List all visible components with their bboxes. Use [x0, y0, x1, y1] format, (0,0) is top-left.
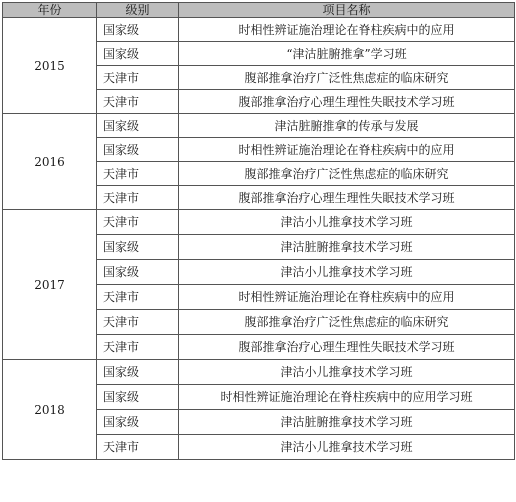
- name-cell: 腹部推拿治疗心理生理性失眠技术学习班: [179, 186, 515, 210]
- name-cell: 时相性辨证施治理论在脊柱疾病中的应用: [179, 138, 515, 162]
- level-cell: 国家级: [97, 360, 179, 385]
- level-cell: 天津市: [97, 435, 179, 460]
- header-row: [3, 3, 515, 18]
- table-row: [3, 360, 515, 385]
- name-cell: 津沽小儿推拿技术学习班: [179, 360, 515, 385]
- name-cell: 津沽小儿推拿技术学习班: [179, 260, 515, 285]
- table-row: [3, 18, 515, 42]
- level-cell: 国家级: [97, 18, 179, 42]
- level-cell: 天津市: [97, 285, 179, 310]
- name-cell: 腹部推拿治疗广泛性焦虑症的临床研究: [179, 66, 515, 90]
- name-cell: 时相性辨证施治理论在脊柱疾病中的应用学习班: [179, 385, 515, 410]
- level-cell: 天津市: [97, 162, 179, 186]
- document-table-wrapper: [2, 2, 514, 460]
- project-table: [2, 2, 515, 460]
- level-cell: 天津市: [97, 66, 179, 90]
- header-name: 项目名称: [179, 3, 515, 18]
- header-year: 年份: [3, 3, 97, 18]
- level-cell: 国家级: [97, 138, 179, 162]
- name-cell: 津沽小儿推拿技术学习班: [179, 210, 515, 235]
- name-cell: 时相性辨证施治理论在脊柱疾病中的应用: [179, 285, 515, 310]
- level-cell: 国家级: [97, 385, 179, 410]
- level-cell: 天津市: [97, 186, 179, 210]
- name-cell: “津沽脏腑推拿”学习班: [179, 42, 515, 66]
- level-cell: 天津市: [97, 90, 179, 114]
- name-cell: 津沽脏腑推拿技术学习班: [179, 410, 515, 435]
- table-row: [3, 114, 515, 138]
- name-cell: 腹部推拿治疗广泛性焦虑症的临床研究: [179, 162, 515, 186]
- level-cell: 国家级: [97, 260, 179, 285]
- level-cell: 国家级: [97, 114, 179, 138]
- year-cell: 2016: [3, 114, 97, 210]
- table-row: [3, 210, 515, 235]
- year-cell: 2017: [3, 210, 97, 360]
- level-cell: 天津市: [97, 310, 179, 335]
- level-cell: 国家级: [97, 410, 179, 435]
- level-cell: 国家级: [97, 42, 179, 66]
- name-cell: 腹部推拿治疗心理生理性失眠技术学习班: [179, 90, 515, 114]
- name-cell: 腹部推拿治疗广泛性焦虑症的临床研究: [179, 310, 515, 335]
- level-cell: 国家级: [97, 235, 179, 260]
- table-body: [3, 18, 515, 460]
- name-cell: 津沽小儿推拿技术学习班: [179, 435, 515, 460]
- name-cell: 津沽脏腑推拿技术学习班: [179, 235, 515, 260]
- year-cell: 2015: [3, 18, 97, 114]
- year-cell: 2018: [3, 360, 97, 460]
- level-cell: 天津市: [97, 335, 179, 360]
- header-level: 级别: [97, 3, 179, 18]
- level-cell: 天津市: [97, 210, 179, 235]
- name-cell: 时相性辨证施治理论在脊柱疾病中的应用: [179, 18, 515, 42]
- name-cell: 腹部推拿治疗心理生理性失眠技术学习班: [179, 335, 515, 360]
- name-cell: 津沽脏腑推拿的传承与发展: [179, 114, 515, 138]
- table-header: [3, 3, 515, 18]
